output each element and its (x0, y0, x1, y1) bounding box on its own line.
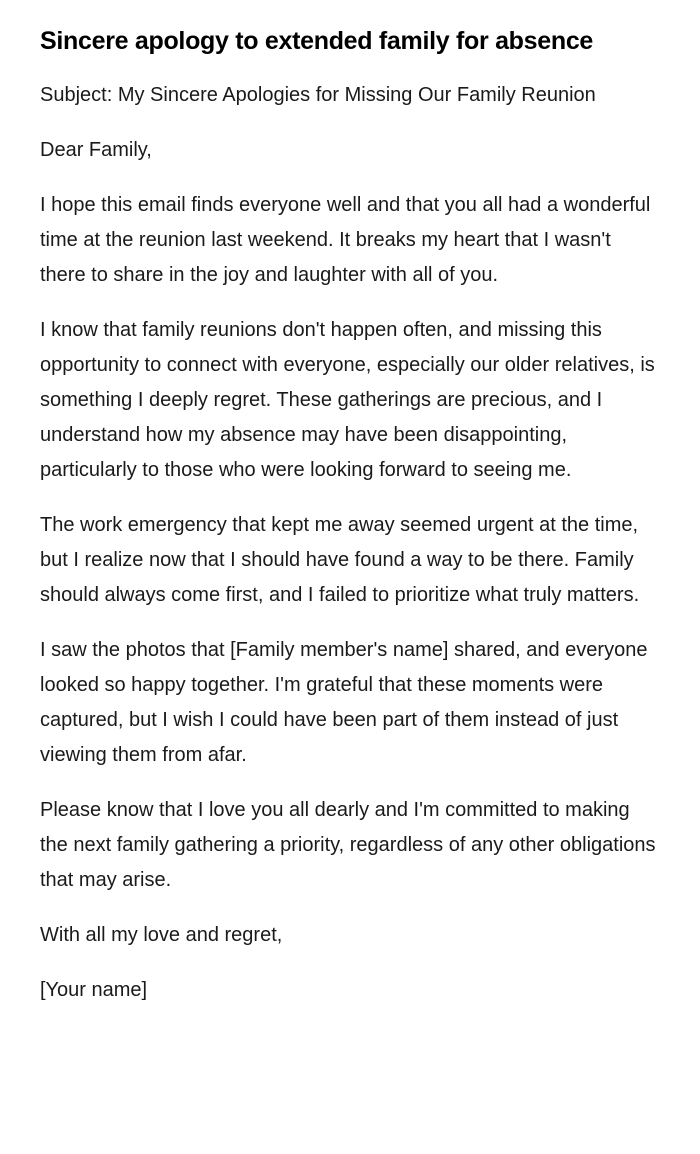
greeting: Dear Family, (40, 139, 152, 161)
document-title: Sincere apology to extended family for absence (40, 27, 594, 55)
email-subject: Subject: My Sincere Apologies for Missing Our Family Reunion (40, 84, 596, 106)
body-paragraph-1: I hope this email finds everyone well and that you all had a wonderful time at the reunion last weekend. It breaks my heart that I wasn't there to share in the joy and laughter with all of you. (40, 194, 651, 286)
body-paragraph-3: The work emergency that kept me away seemed urgent at the time, but I realize now that I should have found a way to be there. Family should always come first, and I failed to prioritize what truly matters. (40, 514, 640, 606)
body-paragraph-5: Please know that I love you all dearly and I'm committed to making the next family gathering a priority, regardless of any other obligations that may arise. (40, 799, 656, 891)
body-paragraph-4: I saw the photos that [Family member's name] shared, and everyone looked so happy together. I'm grateful that these moments were captured, but I wish I could have been part of them instead of just viewing them from afar. (40, 639, 648, 766)
signature-placeholder: [Your name] (40, 979, 148, 1001)
body-paragraph-2: I know that family reunions don't happen often, and missing this opportunity to connect with everyone, especially our older relatives, is something I deeply regret. These gatherings are precious, and I understand how my absence may have been disappointing, particularly to those who were looking forward to seeing me. (40, 319, 655, 481)
closing-line: With all my love and regret, (40, 924, 283, 946)
